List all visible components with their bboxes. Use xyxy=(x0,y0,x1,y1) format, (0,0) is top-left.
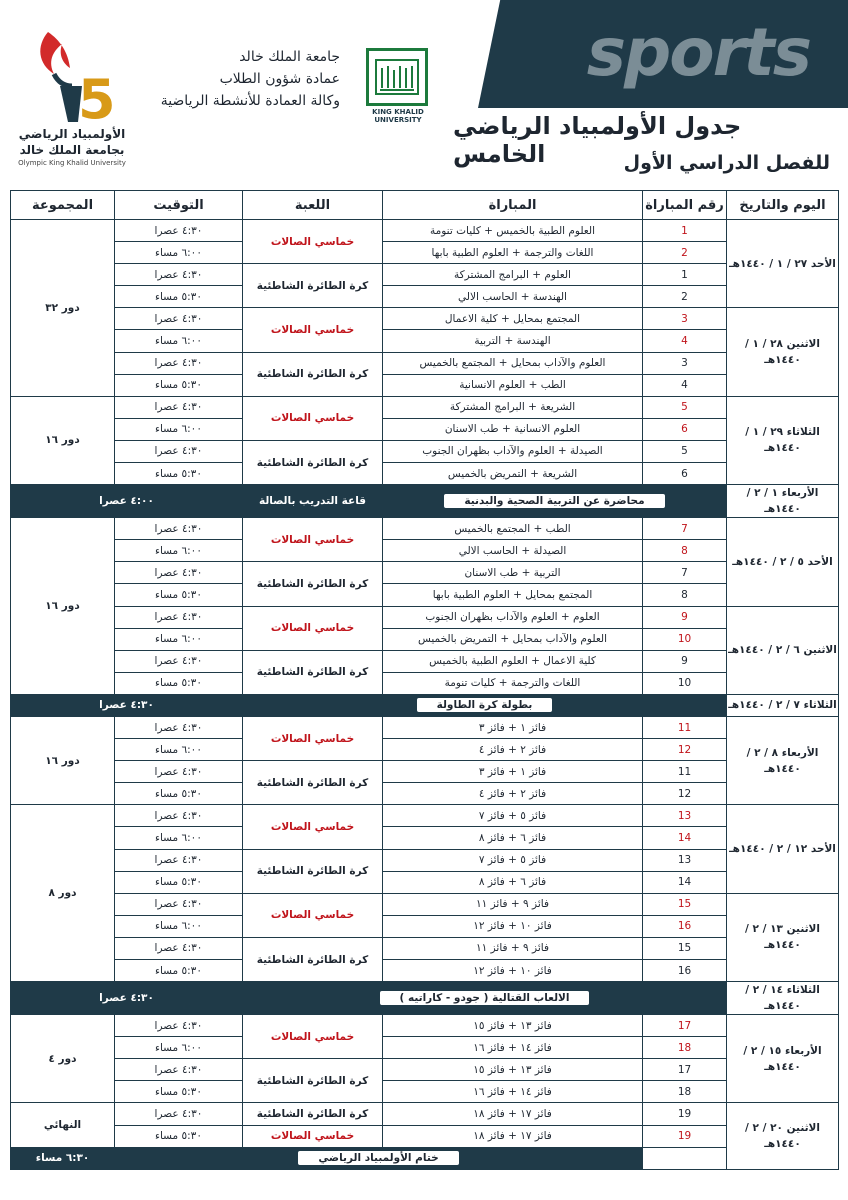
table-row xyxy=(11,960,839,982)
match-number: 4 xyxy=(643,330,727,352)
event-cell xyxy=(243,694,727,716)
game-cell: كرة الطائرة الشاطئية xyxy=(243,849,383,893)
match-cell: الهندسة + التربية xyxy=(383,330,643,352)
olympic-caption: الأولمبياد الرياضي بجامعة الملك خالد xyxy=(18,127,126,157)
table-row xyxy=(11,849,839,871)
time-cell: ٦:٠٠ مساء xyxy=(115,915,243,937)
table-row xyxy=(11,739,839,761)
match-cell: فائز ٦ + فائز ٨ xyxy=(383,827,643,849)
time-cell: ٤:٣٠ عصرا xyxy=(115,716,243,738)
match-number: 6 xyxy=(643,463,727,485)
event-cell xyxy=(383,485,727,518)
game-cell: كرة الطائرة الشاطئية xyxy=(243,1103,383,1125)
table-row xyxy=(11,540,839,562)
table-row xyxy=(11,672,839,694)
match-cell: فائز ٢ + فائز ٤ xyxy=(383,739,643,761)
table-row xyxy=(11,584,839,606)
venue-cell: قاعة التدريب بالصالة xyxy=(243,485,383,518)
game-cell: خماسي الصالات xyxy=(243,716,383,760)
match-cell: فائز ٩ + فائز ١١ xyxy=(383,893,643,915)
match-cell: الصيدلة + العلوم والآداب بظهران الجنوب xyxy=(383,440,643,462)
table-row xyxy=(11,286,839,308)
day-cell: الاثنين ٢٠ / ٢ / ١٤٤٠هـ xyxy=(727,1103,839,1169)
table-row xyxy=(11,1015,839,1037)
table-row xyxy=(11,264,839,286)
match-number: 18 xyxy=(643,1037,727,1059)
game-cell: خماسي الصالات xyxy=(243,220,383,264)
time-cell: ٦:٠٠ مساء xyxy=(115,628,243,650)
group-cell: دور ١٦ xyxy=(11,518,115,695)
title-box xyxy=(453,108,848,180)
match-cell: المجتمع بمحايل + كلية الاعمال xyxy=(383,308,643,330)
column-header: رقم المباراة xyxy=(643,191,727,220)
time-cell: ٦:٠٠ مساء xyxy=(115,1037,243,1059)
game-cell: خماسي الصالات xyxy=(243,396,383,440)
table-row xyxy=(11,827,839,849)
match-number: 8 xyxy=(643,584,727,606)
time-cell: ٤:٣٠ عصرا xyxy=(115,937,243,959)
table-row xyxy=(11,242,839,264)
event-label: محاضرة عن التربية الصحية والبدنية xyxy=(444,494,664,508)
table-row xyxy=(11,440,839,462)
time-cell: ٥:٣٠ مساء xyxy=(115,463,243,485)
match-number: 18 xyxy=(643,1081,727,1103)
time-cell: ٤:٣٠ عصرا xyxy=(115,650,243,672)
time-cell: ٤:٣٠ عصرا xyxy=(115,518,243,540)
olympic-logo xyxy=(8,22,136,167)
time-cell: ٤:٣٠ عصرا xyxy=(115,264,243,286)
table-row xyxy=(11,418,839,440)
match-cell: فائز ١٤ + فائز ١٦ xyxy=(383,1081,643,1103)
table-row xyxy=(11,783,839,805)
special-event-row xyxy=(11,694,839,716)
match-number: 10 xyxy=(643,628,727,650)
group-cell: دور ٣٢ xyxy=(11,220,115,397)
match-cell: فائز ١٠ + فائز ١٢ xyxy=(383,915,643,937)
day-cell: الثلاثاء ١٤ / ٢ / ١٤٤٠هـ xyxy=(727,982,839,1015)
match-cell: كلية الاعمال + العلوم الطبية بالخميس xyxy=(383,650,643,672)
game-cell: كرة الطائرة الشاطئية xyxy=(243,1059,383,1103)
time-cell: ٤:٣٠ عصرا xyxy=(115,440,243,462)
table-row xyxy=(11,1081,839,1103)
match-number: 3 xyxy=(643,352,727,374)
header xyxy=(0,0,848,180)
match-cell: العلوم + العلوم والآداب بظهران الجنوب xyxy=(383,606,643,628)
match-cell: فائز ٩ + فائز ١١ xyxy=(383,937,643,959)
match-number: 8 xyxy=(643,540,727,562)
match-cell: الطب + العلوم الانسانية xyxy=(383,374,643,396)
event-label: الالعاب القتالية ( جودو - كاراتيه ) xyxy=(380,991,590,1005)
match-cell: اللغات والترجمة + كليات تنومة xyxy=(383,672,643,694)
match-cell: الشريعة + التمريض بالخميس xyxy=(383,463,643,485)
time-cell: ٤:٣٠ عصرا xyxy=(11,982,243,1015)
day-cell: الأربعاء ١ / ٢ / ١٤٤٠هـ xyxy=(727,485,839,518)
kku-caption: KING KHALID UNIVERSITY xyxy=(372,108,424,124)
schedule-body xyxy=(11,220,839,1170)
time-cell: ٥:٣٠ مساء xyxy=(115,871,243,893)
column-header: المباراة xyxy=(383,191,643,220)
time-cell: ٤:٣٠ عصرا xyxy=(115,1059,243,1081)
game-cell: خماسي الصالات xyxy=(243,1015,383,1059)
game-cell: خماسي الصالات xyxy=(243,308,383,352)
group-cell: دور ٤ xyxy=(11,1015,115,1103)
match-number: 11 xyxy=(643,761,727,783)
match-cell: فائز ١٧ + فائز ١٨ xyxy=(383,1125,643,1147)
column-header: المجموعة xyxy=(11,191,115,220)
day-cell: الاثنين ٦ / ٢ / ١٤٤٠هـ xyxy=(727,606,839,694)
match-number: 17 xyxy=(643,1015,727,1037)
time-cell: ٤:٣٠ عصرا xyxy=(115,562,243,584)
table-row xyxy=(11,562,839,584)
closing-label: ختام الأولمبياد الرياضي xyxy=(298,1151,458,1165)
group-cell: دور ٨ xyxy=(11,805,115,982)
column-header: التوقيت xyxy=(115,191,243,220)
table-row xyxy=(11,761,839,783)
match-number: 15 xyxy=(643,937,727,959)
deanship-line: عمادة شؤون الطلاب xyxy=(219,71,340,87)
table-row xyxy=(11,915,839,937)
time-cell: ٤:٣٠ عصرا xyxy=(115,805,243,827)
table-row xyxy=(11,1103,839,1125)
game-cell: كرة الطائرة الشاطئية xyxy=(243,650,383,694)
match-number: 14 xyxy=(643,827,727,849)
closing-cell xyxy=(115,1147,643,1169)
table-row xyxy=(11,871,839,893)
time-cell: ٦:٠٠ مساء xyxy=(115,330,243,352)
olympic-number: 5 xyxy=(78,68,116,126)
table-row xyxy=(11,1059,839,1081)
match-number: 1 xyxy=(643,220,727,242)
game-cell: كرة الطائرة الشاطئية xyxy=(243,440,383,484)
match-cell: المجتمع بمحايل + العلوم الطبية بابها xyxy=(383,584,643,606)
group-cell: دور ١٦ xyxy=(11,396,115,484)
time-cell: ٤:٣٠ عصرا xyxy=(115,893,243,915)
group-cell: النهائي xyxy=(11,1103,115,1147)
table-row xyxy=(11,606,839,628)
day-cell: الأربعاء ١٥ / ٢ / ١٤٤٠هـ xyxy=(727,1015,839,1103)
match-cell: فائز ١٤ + فائز ١٦ xyxy=(383,1037,643,1059)
table-row xyxy=(11,1125,839,1147)
match-cell: العلوم والآداب بمحايل + التمريض بالخميس xyxy=(383,628,643,650)
time-cell: ٥:٣٠ مساء xyxy=(115,960,243,982)
match-cell: فائز ١٣ + فائز ١٥ xyxy=(383,1015,643,1037)
match-cell: فائز ٥ + فائز ٧ xyxy=(383,805,643,827)
match-cell: فائز ١٠ + فائز ١٢ xyxy=(383,960,643,982)
match-number: 13 xyxy=(643,849,727,871)
game-cell: خماسي الصالات xyxy=(243,606,383,650)
match-number: 5 xyxy=(643,396,727,418)
game-cell: كرة الطائرة الشاطئية xyxy=(243,937,383,981)
time-cell: ٥:٣٠ مساء xyxy=(115,1081,243,1103)
time-cell: ٦:٠٠ مساء xyxy=(115,827,243,849)
time-cell: ٤:٣٠ عصرا xyxy=(115,606,243,628)
time-cell: ٦:٠٠ مساء xyxy=(115,540,243,562)
day-cell: الأربعاء ٨ / ٢ / ١٤٤٠هـ xyxy=(727,716,839,804)
match-cell: فائز ١ + فائز ٣ xyxy=(383,761,643,783)
match-number: 16 xyxy=(643,915,727,937)
match-cell: فائز ١٣ + فائز ١٥ xyxy=(383,1059,643,1081)
match-cell: العلوم الطبية بالخميس + كليات تنومة xyxy=(383,220,643,242)
time-cell: ٥:٣٠ مساء xyxy=(115,584,243,606)
game-cell: كرة الطائرة الشاطئية xyxy=(243,264,383,308)
game-cell: كرة الطائرة الشاطئية xyxy=(243,761,383,805)
match-cell: الهندسة + الحاسب الالي xyxy=(383,286,643,308)
match-cell: اللغات والترجمة + العلوم الطبية بابها xyxy=(383,242,643,264)
event-label: بطولة كرة الطاولة xyxy=(417,698,553,712)
day-cell: الاثنين ٢٨ / ١ / ١٤٤٠هـ xyxy=(727,308,839,396)
match-number: 12 xyxy=(643,783,727,805)
match-cell: فائز ١ + فائز ٣ xyxy=(383,716,643,738)
time-cell: ٤:٣٠ عصرا xyxy=(115,396,243,418)
match-number: 17 xyxy=(643,1059,727,1081)
match-number: 9 xyxy=(643,650,727,672)
special-event-row xyxy=(11,982,839,1015)
deanship-line: جامعة الملك خالد xyxy=(239,49,340,65)
deanship-block xyxy=(160,46,340,112)
match-number: 16 xyxy=(643,960,727,982)
match-number: 5 xyxy=(643,440,727,462)
match-number: 19 xyxy=(643,1125,727,1147)
match-cell: العلوم والآداب بمحايل + المجتمع بالخميس xyxy=(383,352,643,374)
day-cell: الثلاثاء ٢٩ / ١ / ١٤٤٠هـ xyxy=(727,396,839,484)
game-cell: كرة الطائرة الشاطئية xyxy=(243,352,383,396)
match-number: 2 xyxy=(643,242,727,264)
day-cell: الثلاثاء ٧ / ٢ / ١٤٤٠هـ xyxy=(727,694,839,716)
match-number: 2 xyxy=(643,286,727,308)
day-cell: الاثنين ١٣ / ٢ / ١٤٤٠هـ xyxy=(727,893,839,981)
match-number: 9 xyxy=(643,606,727,628)
column-header: اللعبة xyxy=(243,191,383,220)
match-number: 14 xyxy=(643,871,727,893)
time-cell: ٦:٠٠ مساء xyxy=(115,418,243,440)
match-number: 15 xyxy=(643,893,727,915)
match-number: 19 xyxy=(643,1103,727,1125)
page-title: جدول الأولمبياد الرياضي الخامس xyxy=(453,112,742,168)
day-cell-empty xyxy=(643,1147,727,1169)
kku-logo xyxy=(352,40,444,124)
day-cell: الأحد ٢٧ / ١ / ١٤٤٠هـ xyxy=(727,220,839,308)
table-row xyxy=(11,330,839,352)
table-row xyxy=(11,220,839,242)
column-header: اليوم والتاريخ xyxy=(727,191,839,220)
game-cell: خماسي الصالات xyxy=(243,805,383,849)
time-cell: ٥:٣٠ مساء xyxy=(115,374,243,396)
table-row xyxy=(11,937,839,959)
schedule-table xyxy=(10,190,839,1170)
kku-seal-icon xyxy=(366,48,428,106)
table-row xyxy=(11,893,839,915)
table-row xyxy=(11,518,839,540)
olympic-torch-icon xyxy=(8,22,136,126)
table-row xyxy=(11,628,839,650)
day-cell: الأحد ٥ / ٢ / ١٤٤٠هـ xyxy=(727,518,839,606)
match-number: 6 xyxy=(643,418,727,440)
time-cell: ٦:٠٠ مساء xyxy=(115,242,243,264)
table-row xyxy=(11,716,839,738)
match-number: 1 xyxy=(643,264,727,286)
table-row xyxy=(11,374,839,396)
table-row xyxy=(11,1037,839,1059)
time-cell: ٤:٣٠ عصرا xyxy=(115,1015,243,1037)
match-number: 11 xyxy=(643,716,727,738)
match-number: 12 xyxy=(643,739,727,761)
match-number: 7 xyxy=(643,518,727,540)
match-cell: فائز ١٧ + فائز ١٨ xyxy=(383,1103,643,1125)
table-header-row xyxy=(11,191,839,220)
sports-wordmark: sports xyxy=(586,14,810,91)
match-number: 3 xyxy=(643,308,727,330)
time-cell: ٥:٣٠ مساء xyxy=(115,783,243,805)
time-cell: ٥:٣٠ مساء xyxy=(115,1125,243,1147)
table-row xyxy=(11,463,839,485)
time-cell: ٤:٣٠ عصرا xyxy=(115,761,243,783)
time-cell: ٦:٠٠ مساء xyxy=(115,739,243,761)
match-number: 7 xyxy=(643,562,727,584)
match-number: 10 xyxy=(643,672,727,694)
time-cell: ٥:٣٠ مساء xyxy=(115,672,243,694)
match-number: 13 xyxy=(643,805,727,827)
match-cell: العلوم الانسانية + طب الاسنان xyxy=(383,418,643,440)
game-cell: خماسي الصالات xyxy=(243,1125,383,1147)
time-cell: ٤:٣٠ عصرا xyxy=(115,849,243,871)
match-number: 4 xyxy=(643,374,727,396)
time-cell: ٤:٣٠ عصرا xyxy=(115,1103,243,1125)
time-cell: ٦:٣٠ مساء xyxy=(11,1147,115,1169)
table-row xyxy=(11,352,839,374)
match-cell: فائز ٦ + فائز ٨ xyxy=(383,871,643,893)
match-cell: الشريعة + البرامج المشتركة xyxy=(383,396,643,418)
match-cell: التربية + طب الاسنان xyxy=(383,562,643,584)
match-cell: الصيدلة + الحاسب الالي xyxy=(383,540,643,562)
page-subtitle: للفصل الدراسي الأول xyxy=(623,152,830,174)
match-cell: العلوم + البرامج المشتركة xyxy=(383,264,643,286)
special-event-row xyxy=(11,485,839,518)
table-row xyxy=(11,396,839,418)
match-cell: فائز ٢ + فائز ٤ xyxy=(383,783,643,805)
event-cell xyxy=(243,982,727,1015)
time-cell: ٤:٠٠ عصرا xyxy=(11,485,243,518)
time-cell: ٤:٣٠ عصرا xyxy=(11,694,243,716)
table-row xyxy=(11,805,839,827)
game-cell: خماسي الصالات xyxy=(243,518,383,562)
game-cell: خماسي الصالات xyxy=(243,893,383,937)
closing-row xyxy=(11,1147,839,1169)
game-cell: كرة الطائرة الشاطئية xyxy=(243,562,383,606)
olympic-caption-en: Olympic King Khalid University xyxy=(18,159,126,167)
day-cell: الأحد ١٢ / ٢ / ١٤٤٠هـ xyxy=(727,805,839,893)
time-cell: ٥:٣٠ مساء xyxy=(115,286,243,308)
time-cell: ٤:٣٠ عصرا xyxy=(115,352,243,374)
time-cell: ٤:٣٠ عصرا xyxy=(115,308,243,330)
table-row xyxy=(11,650,839,672)
group-cell: دور ١٦ xyxy=(11,716,115,804)
table-row xyxy=(11,308,839,330)
time-cell: ٤:٣٠ عصرا xyxy=(115,220,243,242)
match-cell: فائز ٥ + فائز ٧ xyxy=(383,849,643,871)
match-cell: الطب + المجتمع بالخميس xyxy=(383,518,643,540)
deanship-line: وكالة العمادة للأنشطة الرياضية xyxy=(160,93,340,109)
